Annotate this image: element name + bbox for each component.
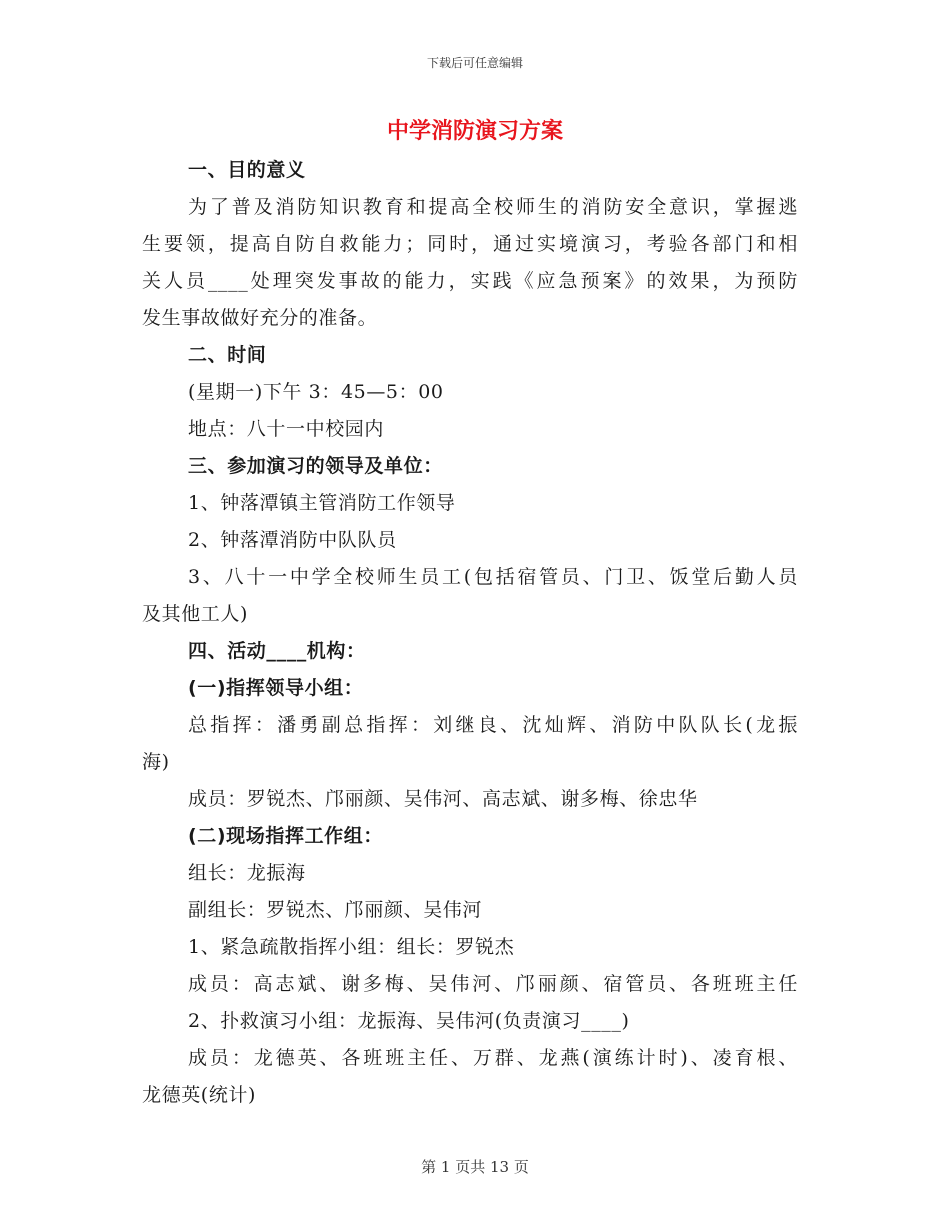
list-item: 2、扑救演习小组：龙振海、吴伟河(负责演习____) [188, 1010, 630, 1032]
list-item: 1、钟落潭镇主管消防工作领导 [188, 492, 456, 514]
section-heading: 二、时间 [188, 344, 267, 366]
paragraph-line: 发生事故做好充分的准备。 [142, 307, 378, 329]
paragraph-line: 及其他工人) [142, 603, 249, 625]
paragraph-line: 生要领，提高自防自救能力；同时，通过实境演习，考验各部门和相 [142, 233, 798, 255]
list-item: 2、钟落潭消防中队队员 [188, 529, 397, 551]
paragraph-line: 组长：龙振海 [188, 862, 306, 884]
page-footer: 第 1 页共 13 页 [421, 1158, 529, 1176]
document-body [142, 152, 798, 1114]
paragraph-line: 成员：高志斌、谢多梅、吴伟河、邝丽颜、宿管员、各班班主任 [188, 973, 798, 995]
paragraph-line: 为了普及消防知识教育和提高全校师生的消防安全意识，掌握逃 [188, 196, 798, 218]
paragraph-line: 成员：龙德英、各班班主任、万群、龙燕(演练计时)、凌育根、 [188, 1047, 798, 1069]
paragraph-line: 海) [142, 751, 170, 773]
section-heading: 三、参加演习的领导及单位： [188, 455, 443, 477]
paragraph-line: 关人员____处理突发事故的能力，实践《应急预案》的效果，为预防 [142, 270, 798, 292]
subsection-heading: (二)现场指挥工作组： [188, 825, 383, 847]
subsection-heading: (一)指挥领导小组： [188, 677, 364, 699]
paragraph-line: 龙德英(统计) [142, 1084, 257, 1106]
paragraph-line: (星期一)下午 3：45—5：00 [188, 381, 444, 403]
section-heading: 四、活动____机构： [188, 640, 366, 662]
header-note: 下载后可任意编辑 [426, 56, 523, 70]
list-item: 3、八十一中学全校师生员工(包括宿管员、门卫、饭堂后勤人员 [188, 566, 798, 588]
paragraph-line: 成员：罗锐杰、邝丽颜、吴伟河、高志斌、谢多梅、徐忠华 [188, 788, 698, 810]
document-title: 中学消防演习方案 [386, 119, 563, 144]
paragraph-line: 地点：八十一中校园内 [188, 418, 385, 440]
paragraph-line: 总指挥：潘勇副总指挥：刘继良、沈灿辉、消防中队队长(龙振 [188, 714, 798, 736]
section-heading: 一、目的意义 [188, 159, 306, 181]
paragraph-line: 副组长：罗锐杰、邝丽颜、吴伟河 [188, 899, 483, 921]
list-item: 1、紧急疏散指挥小组：组长：罗锐杰 [188, 936, 515, 958]
